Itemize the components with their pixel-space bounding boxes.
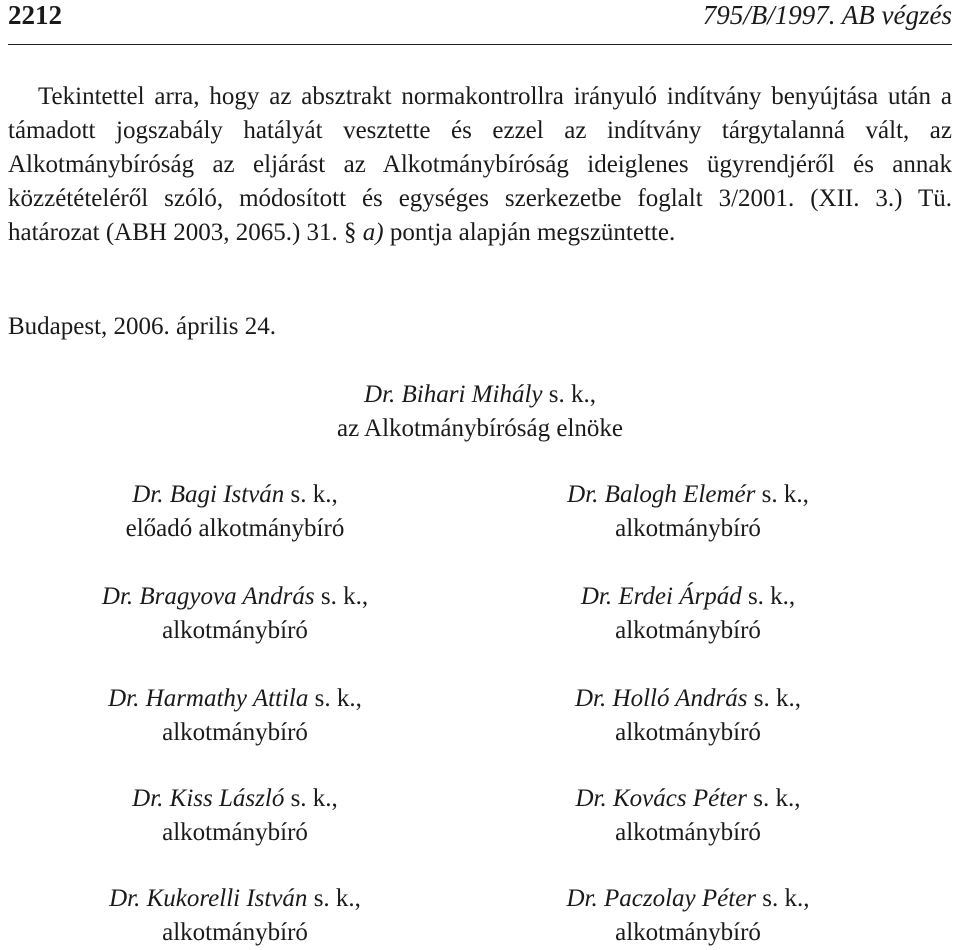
signatory-role: alkotmánybíró — [162, 919, 308, 946]
signatory-block — [488, 682, 888, 750]
signatory-name: Dr. Balogh Elemér — [567, 481, 756, 508]
signatory-suffix: s. k., — [747, 685, 801, 712]
paragraph-text-after: pontja alapján megszüntette. — [383, 219, 676, 246]
signatory-name: Dr. Erdei Árpád — [580, 583, 742, 610]
president-suffix: s. k., — [542, 381, 596, 408]
running-head: 795/B/1997. AB végzés — [702, 0, 952, 30]
president-name-line — [0, 378, 960, 412]
paragraph-italic-ref: a) — [362, 219, 384, 246]
signatory-name-line — [488, 782, 888, 816]
president-signature — [0, 378, 960, 446]
signatory-role: alkotmánybíró — [162, 719, 308, 746]
page-header — [8, 0, 952, 45]
signatory-block — [488, 882, 888, 950]
signatory-name-line — [35, 882, 435, 916]
signatory-suffix: s. k., — [307, 885, 361, 912]
signatory-block — [488, 782, 888, 850]
signatory-role: alkotmánybíró — [615, 515, 761, 542]
signatory-role: alkotmánybíró — [615, 919, 761, 946]
signatory-role: alkotmánybíró — [162, 819, 308, 846]
signatory-suffix: s. k., — [756, 885, 810, 912]
signatory-suffix: s. k., — [308, 685, 362, 712]
page-number: 2212 — [8, 0, 62, 30]
signatory-block — [35, 580, 435, 648]
signatory-name-line — [35, 580, 435, 614]
paragraph-text-before: Tekintettel arra, hogy az absztrakt normakontrollra irányuló indítvány benyújtása után a támadott jogszabály hatályát vesztette és ezzel az indítvány tárgytalanná vált, az Alkotmánybíróság az eljárást az Alkotmánybíróság ideiglenes ügyrendjéről és annak közzétételéről szóló, módosított és egységes szerkezetbe foglalt 3/2001. (XII. 3.) Tü. határozat (ABH 2003, 2065.) 31. § — [8, 83, 952, 246]
signatory-name-line — [35, 682, 435, 716]
signatory-name: Dr. Kukorelli István — [109, 885, 308, 912]
signatory-suffix: s. k., — [741, 583, 796, 610]
signatory-name-line — [35, 782, 435, 816]
signatory-name-line — [35, 478, 435, 512]
president-name: Dr. Bihari Mihály — [364, 381, 543, 408]
signatory-name-line — [488, 882, 888, 916]
signatory-role: alkotmánybíró — [615, 617, 761, 644]
signatory-name: Dr. Harmathy Attila — [108, 685, 309, 712]
signatory-role: alkotmánybíró — [615, 819, 761, 846]
signatory-name: Dr. Holló András — [575, 685, 748, 712]
signatory-role: alkotmánybíró — [615, 719, 761, 746]
signatory-block — [35, 682, 435, 750]
signatory-role: előadó alkotmánybíró — [125, 515, 345, 542]
body-paragraph — [8, 80, 952, 250]
signatory-name-line — [488, 478, 888, 512]
signatory-name: Dr. Kiss László — [132, 785, 285, 812]
signatory-name: Dr. Bagi István — [132, 481, 285, 508]
signatory-name: Dr. Paczolay Péter — [566, 885, 757, 912]
signatory-suffix: s. k., — [747, 785, 801, 812]
signatory-block — [35, 478, 435, 546]
signatory-block — [488, 580, 888, 648]
signatory-suffix: s. k., — [284, 481, 338, 508]
signatory-suffix: s. k., — [755, 481, 809, 508]
signatory-block — [35, 782, 435, 850]
president-role: az Alkotmánybíróság elnöke — [336, 415, 624, 442]
signatory-block — [488, 478, 888, 546]
signatory-role: alkotmánybíró — [162, 617, 308, 644]
signatory-suffix: s. k., — [284, 785, 338, 812]
signatory-name: Dr. Bragyova András — [101, 583, 315, 610]
signatory-name-line — [488, 580, 888, 614]
signatory-suffix: s. k., — [314, 583, 369, 610]
signatory-block — [35, 882, 435, 950]
signatory-name: Dr. Kovács Péter — [575, 785, 747, 812]
signatory-name-line — [488, 682, 888, 716]
place-and-date: Budapest, 2006. április 24. — [8, 313, 277, 340]
